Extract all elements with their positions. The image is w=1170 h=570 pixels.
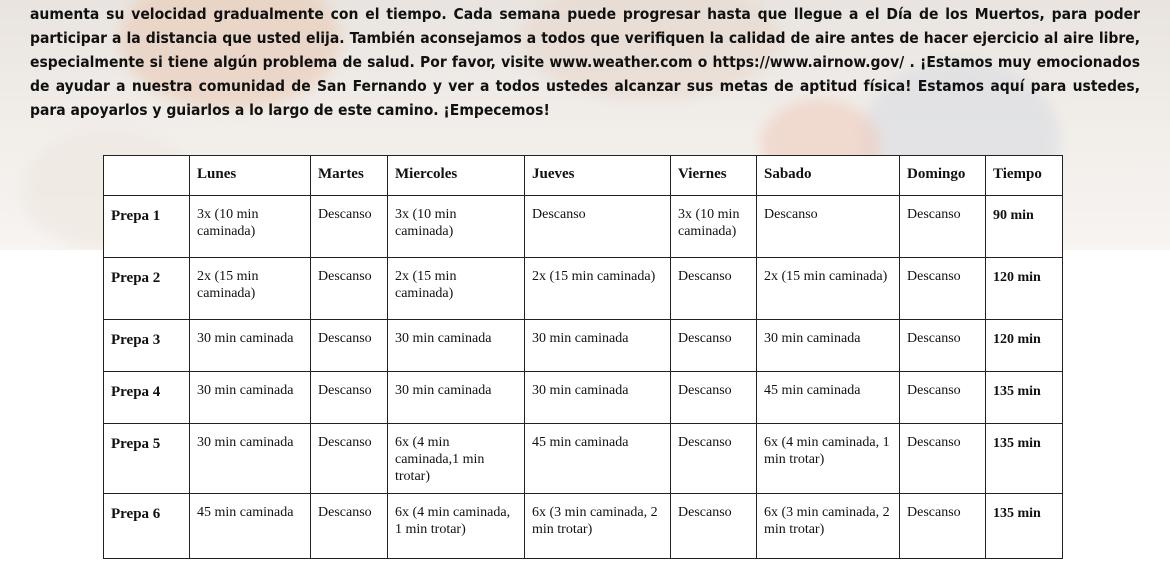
row-label: Prepa 6 <box>104 494 190 559</box>
table-header-row <box>104 156 1063 196</box>
table-row <box>104 494 1063 559</box>
cell-miercoles: 2x (15 min caminada) <box>388 258 525 320</box>
header-tiempo: Tiempo <box>986 156 1063 196</box>
row-label: Prepa 4 <box>104 372 190 424</box>
header-martes: Martes <box>311 156 388 196</box>
cell-lunes: 2x (15 min caminada) <box>190 258 311 320</box>
cell-martes: Descanso <box>311 258 388 320</box>
cell-miercoles: 3x (10 min caminada) <box>388 196 525 258</box>
row-label: Prepa 5 <box>104 424 190 494</box>
row-label: Prepa 3 <box>104 320 190 372</box>
cell-martes: Descanso <box>311 424 388 494</box>
cell-tiempo: 90 min <box>986 196 1063 258</box>
table-row <box>104 424 1063 494</box>
cell-viernes: Descanso <box>671 494 757 559</box>
cell-viernes: Descanso <box>671 424 757 494</box>
cell-viernes: Descanso <box>671 320 757 372</box>
table-row <box>104 320 1063 372</box>
row-label: Prepa 1 <box>104 196 190 258</box>
cell-miercoles: 6x (4 min caminada, 1 min trotar) <box>388 494 525 559</box>
cell-jueves: 30 min caminada <box>525 372 671 424</box>
cell-jueves: 6x (3 min caminada, 2 min trotar) <box>525 494 671 559</box>
cell-lunes: 45 min caminada <box>190 494 311 559</box>
cell-lunes: 30 min caminada <box>190 372 311 424</box>
cell-lunes: 30 min caminada <box>190 424 311 494</box>
table-row <box>104 196 1063 258</box>
cell-martes: Descanso <box>311 320 388 372</box>
cell-lunes: 3x (10 min caminada) <box>190 196 311 258</box>
cell-jueves: 45 min caminada <box>525 424 671 494</box>
table-row <box>104 258 1063 320</box>
cell-domingo: Descanso <box>900 424 986 494</box>
cell-tiempo: 135 min <box>986 424 1063 494</box>
cell-miercoles: 30 min caminada <box>388 372 525 424</box>
cell-sabado: 30 min caminada <box>757 320 900 372</box>
training-schedule-table <box>103 155 1063 559</box>
intro-paragraph <box>30 2 1140 122</box>
table-row <box>104 372 1063 424</box>
header-miercoles: Miercoles <box>388 156 525 196</box>
cell-sabado: 45 min caminada <box>757 372 900 424</box>
cell-miercoles: 6x (4 min caminada,1 min trotar) <box>388 424 525 494</box>
cell-miercoles: 30 min caminada <box>388 320 525 372</box>
header-jueves: Jueves <box>525 156 671 196</box>
cell-sabado: 2x (15 min caminada) <box>757 258 900 320</box>
cell-tiempo: 120 min <box>986 320 1063 372</box>
header-sabado: Sabado <box>757 156 900 196</box>
cell-tiempo: 135 min <box>986 372 1063 424</box>
cell-sabado: 6x (3 min caminada, 2 min trotar) <box>757 494 900 559</box>
intro-text: aumenta su velocidad gradualmente con el tiempo. Cada semana puede progresar hasta que llegue a el Día de los Muertos, para poder participar a la distancia que usted elija. También aconsejamos a todos que verifiquen la calidad de aire antes de hacer ejercicio al aire libre, especialmente si tiene algún problema de salud. Por favor, visite www.weather.com o https://www.airnow.gov/ . ¡Estamos muy emocionados de ayudar a nuestra comunidad de San Fernando y ver a todos ustedes alcanzar sus metas de aptitud física! Estamos aquí para ustedes, para apoyarlos y guiarlos a lo largo de este camino. ¡Empecemos! <box>30 5 1140 119</box>
cell-martes: Descanso <box>311 494 388 559</box>
cell-viernes: Descanso <box>671 372 757 424</box>
cell-jueves: Descanso <box>525 196 671 258</box>
cell-martes: Descanso <box>311 372 388 424</box>
header-corner <box>104 156 190 196</box>
cell-jueves: 2x (15 min caminada) <box>525 258 671 320</box>
cell-sabado: Descanso <box>757 196 900 258</box>
cell-viernes: Descanso <box>671 258 757 320</box>
cell-domingo: Descanso <box>900 258 986 320</box>
cell-domingo: Descanso <box>900 320 986 372</box>
cell-tiempo: 120 min <box>986 258 1063 320</box>
cell-tiempo: 135 min <box>986 494 1063 559</box>
cell-domingo: Descanso <box>900 494 986 559</box>
cell-domingo: Descanso <box>900 372 986 424</box>
cell-sabado: 6x (4 min caminada, 1 min trotar) <box>757 424 900 494</box>
cell-viernes: 3x (10 min caminada) <box>671 196 757 258</box>
cell-domingo: Descanso <box>900 196 986 258</box>
header-domingo: Domingo <box>900 156 986 196</box>
cell-jueves: 30 min caminada <box>525 320 671 372</box>
row-label: Prepa 2 <box>104 258 190 320</box>
cell-lunes: 30 min caminada <box>190 320 311 372</box>
header-viernes: Viernes <box>671 156 757 196</box>
header-lunes: Lunes <box>190 156 311 196</box>
cell-martes: Descanso <box>311 196 388 258</box>
